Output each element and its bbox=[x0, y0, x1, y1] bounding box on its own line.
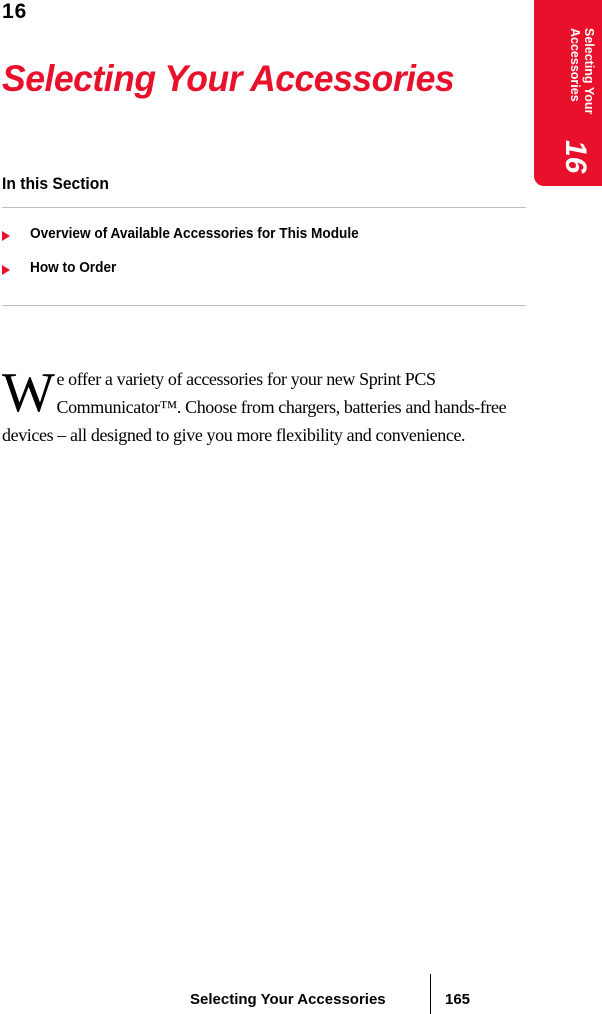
toc-item-overview[interactable] bbox=[2, 224, 380, 244]
side-tab-label bbox=[568, 28, 596, 114]
chapter-title: Selecting Your Accessories bbox=[2, 58, 455, 99]
toc-item-label: How to Order bbox=[30, 260, 117, 276]
intro-text: e offer a variety of accessories for your new Sprint PCS Communicator™. Choose from chargers, batteries and hands-free devices – all designed to give you more flexibility and convenience. bbox=[2, 369, 507, 445]
triangle-bullet-icon bbox=[2, 231, 10, 241]
section-divider-bottom bbox=[2, 305, 526, 306]
section-divider-top bbox=[2, 207, 526, 208]
side-tab-label-line2: Accessories bbox=[568, 28, 582, 102]
section-heading: In this Section bbox=[2, 174, 109, 193]
toc-item-label: Overview of Available Accessories for This Module bbox=[30, 226, 359, 242]
side-tab-rotated-text bbox=[534, 0, 602, 186]
footer-divider bbox=[430, 974, 431, 1014]
side-tab-number: 16 bbox=[559, 140, 592, 174]
intro-paragraph bbox=[2, 362, 522, 449]
drop-cap: W bbox=[2, 362, 55, 424]
side-tab-label-line1: Selecting Your bbox=[582, 28, 596, 115]
chapter-side-tab bbox=[534, 0, 602, 186]
chapter-number: 16 bbox=[2, 0, 28, 23]
toc-item-how-to-order[interactable] bbox=[2, 258, 122, 278]
triangle-bullet-icon bbox=[2, 265, 10, 275]
page-number: 165 bbox=[445, 991, 471, 1008]
footer-running-title: Selecting Your Accessories bbox=[190, 991, 386, 1008]
